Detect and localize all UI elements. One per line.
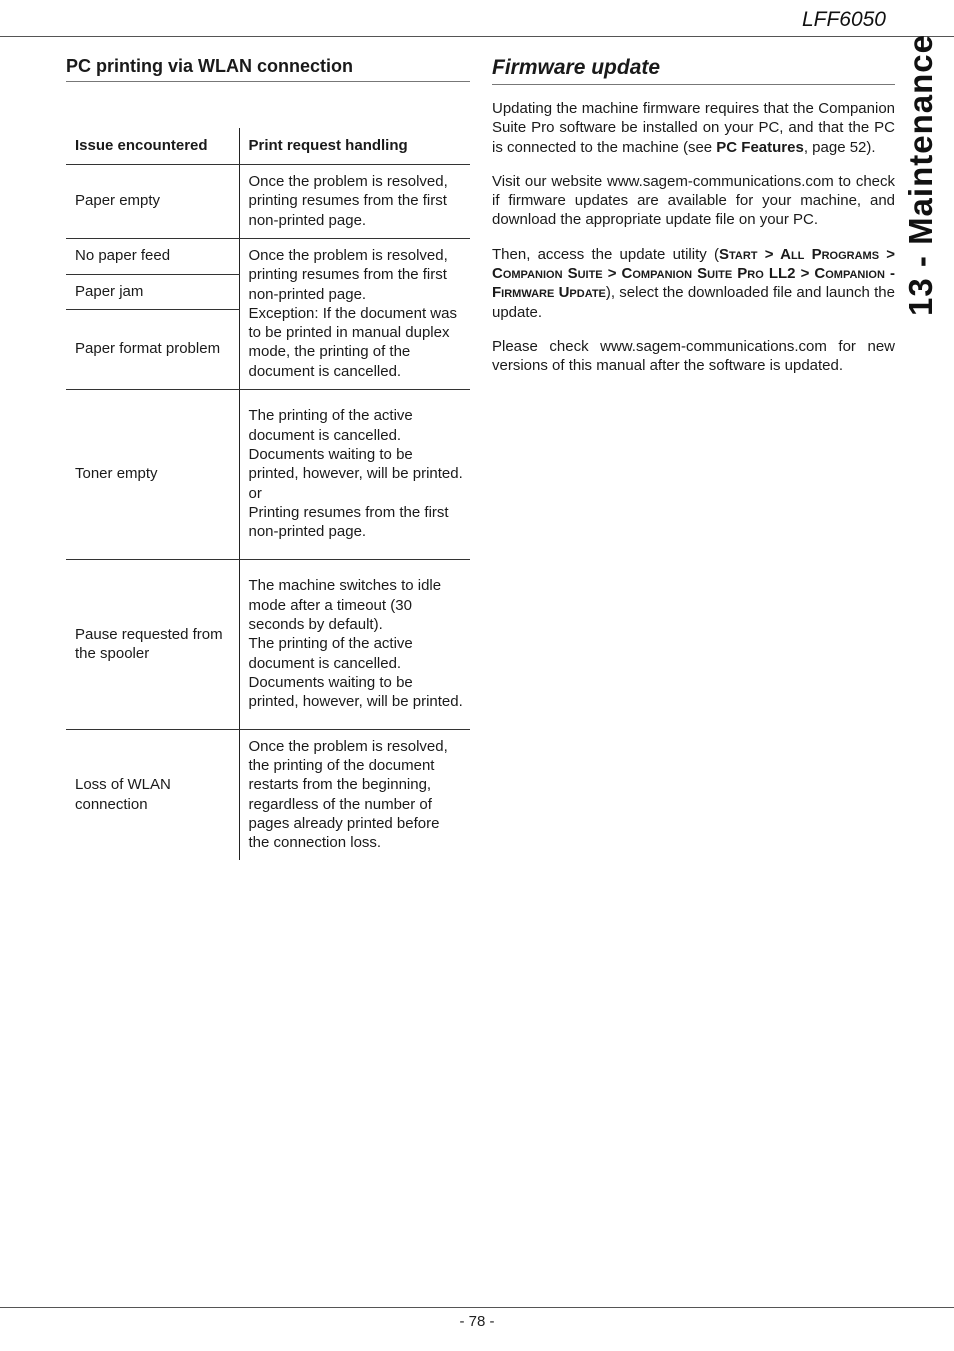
handling-cell — [239, 238, 470, 389]
chapter-label: 13 - Maintenance — [902, 34, 939, 316]
table-row — [66, 729, 470, 860]
page-number: - 78 - — [459, 1313, 495, 1330]
paragraph-text: Updating the machine firmware requires that the Companion Suite Pro software be installed on your PC, and that the PC is connected to the machine (see — [492, 100, 895, 156]
handling-cell: Once the problem is resolved, the printing of the document restarts from the beginning, regardless of the number of pages already printed before the connection loss. — [248, 737, 448, 852]
issue-cell: Paper format problem — [66, 309, 239, 389]
left-column — [66, 56, 470, 82]
section-title-firmware: Firmware update — [492, 56, 895, 85]
wlan-issues-table — [66, 128, 470, 860]
issue-cell: Toner empty — [66, 389, 239, 559]
menu-path: Start > All Programs > Companion Suite > Companion Suite Pro LL2 > Companion - Firmware Update — [492, 245, 896, 302]
table-row — [66, 559, 470, 729]
handling-cell: The machine switches to idle mode after a timeout (30 seconds by default). The printing of the active document is cancelled. Documents waiting to be printed, however, will be printed. — [239, 559, 470, 729]
document-model-title: LFF6050 — [801, 8, 886, 31]
chapter-side-tab — [896, 34, 946, 316]
handling-text: Once the problem is resolved, printing resumes from the first non-printed page. Exception: If the document was to be printed in manual duplex mode, the printing of the document is cancelled. — [248, 246, 457, 380]
issue-cell: Pause requested from the spooler — [66, 559, 239, 729]
header-divider — [0, 36, 954, 37]
issue-cell: No paper feed — [66, 238, 239, 274]
section-title-wlan: PC printing via WLAN connection — [66, 56, 470, 82]
paragraph-text: ), select the downloaded file and launch the update. — [492, 284, 895, 321]
firmware-paragraph-3 — [492, 245, 895, 322]
firmware-paragraph-2: Visit our website www.sagem-communications.com to check if firmware updates are available for your machine, and download the appropriate update file on your PC. — [492, 172, 895, 229]
footer-divider — [0, 1307, 954, 1308]
table-header-row — [66, 128, 470, 164]
column-header-handling: Print request handling — [239, 128, 470, 164]
pc-features-reference: PC Features — [716, 138, 804, 156]
paragraph-text: Then, access the update utility ( — [492, 245, 719, 263]
table-row — [66, 389, 470, 559]
handling-cell: The printing of the active document is cancelled. Documents waiting to be printed, however, will be printed. or Printing resumes from the first non-printed page. — [239, 389, 470, 559]
paragraph-text: , page 52). — [803, 138, 876, 156]
issue-cell: Paper empty — [66, 164, 239, 238]
table-row — [66, 238, 470, 274]
firmware-paragraph-4: Please check www.sagem-communications.com for new versions of this manual after the software is updated. — [492, 337, 895, 375]
handling-cell: Once the problem is resolved, printing resumes from the first non-printed page. — [239, 164, 470, 238]
right-column — [492, 56, 895, 376]
issue-cell: Paper jam — [66, 274, 239, 309]
table-row — [66, 164, 470, 238]
issue-cell: Loss of WLAN connection — [66, 729, 239, 860]
column-header-issue: Issue encountered — [66, 128, 239, 164]
firmware-paragraph-1 — [492, 99, 895, 157]
